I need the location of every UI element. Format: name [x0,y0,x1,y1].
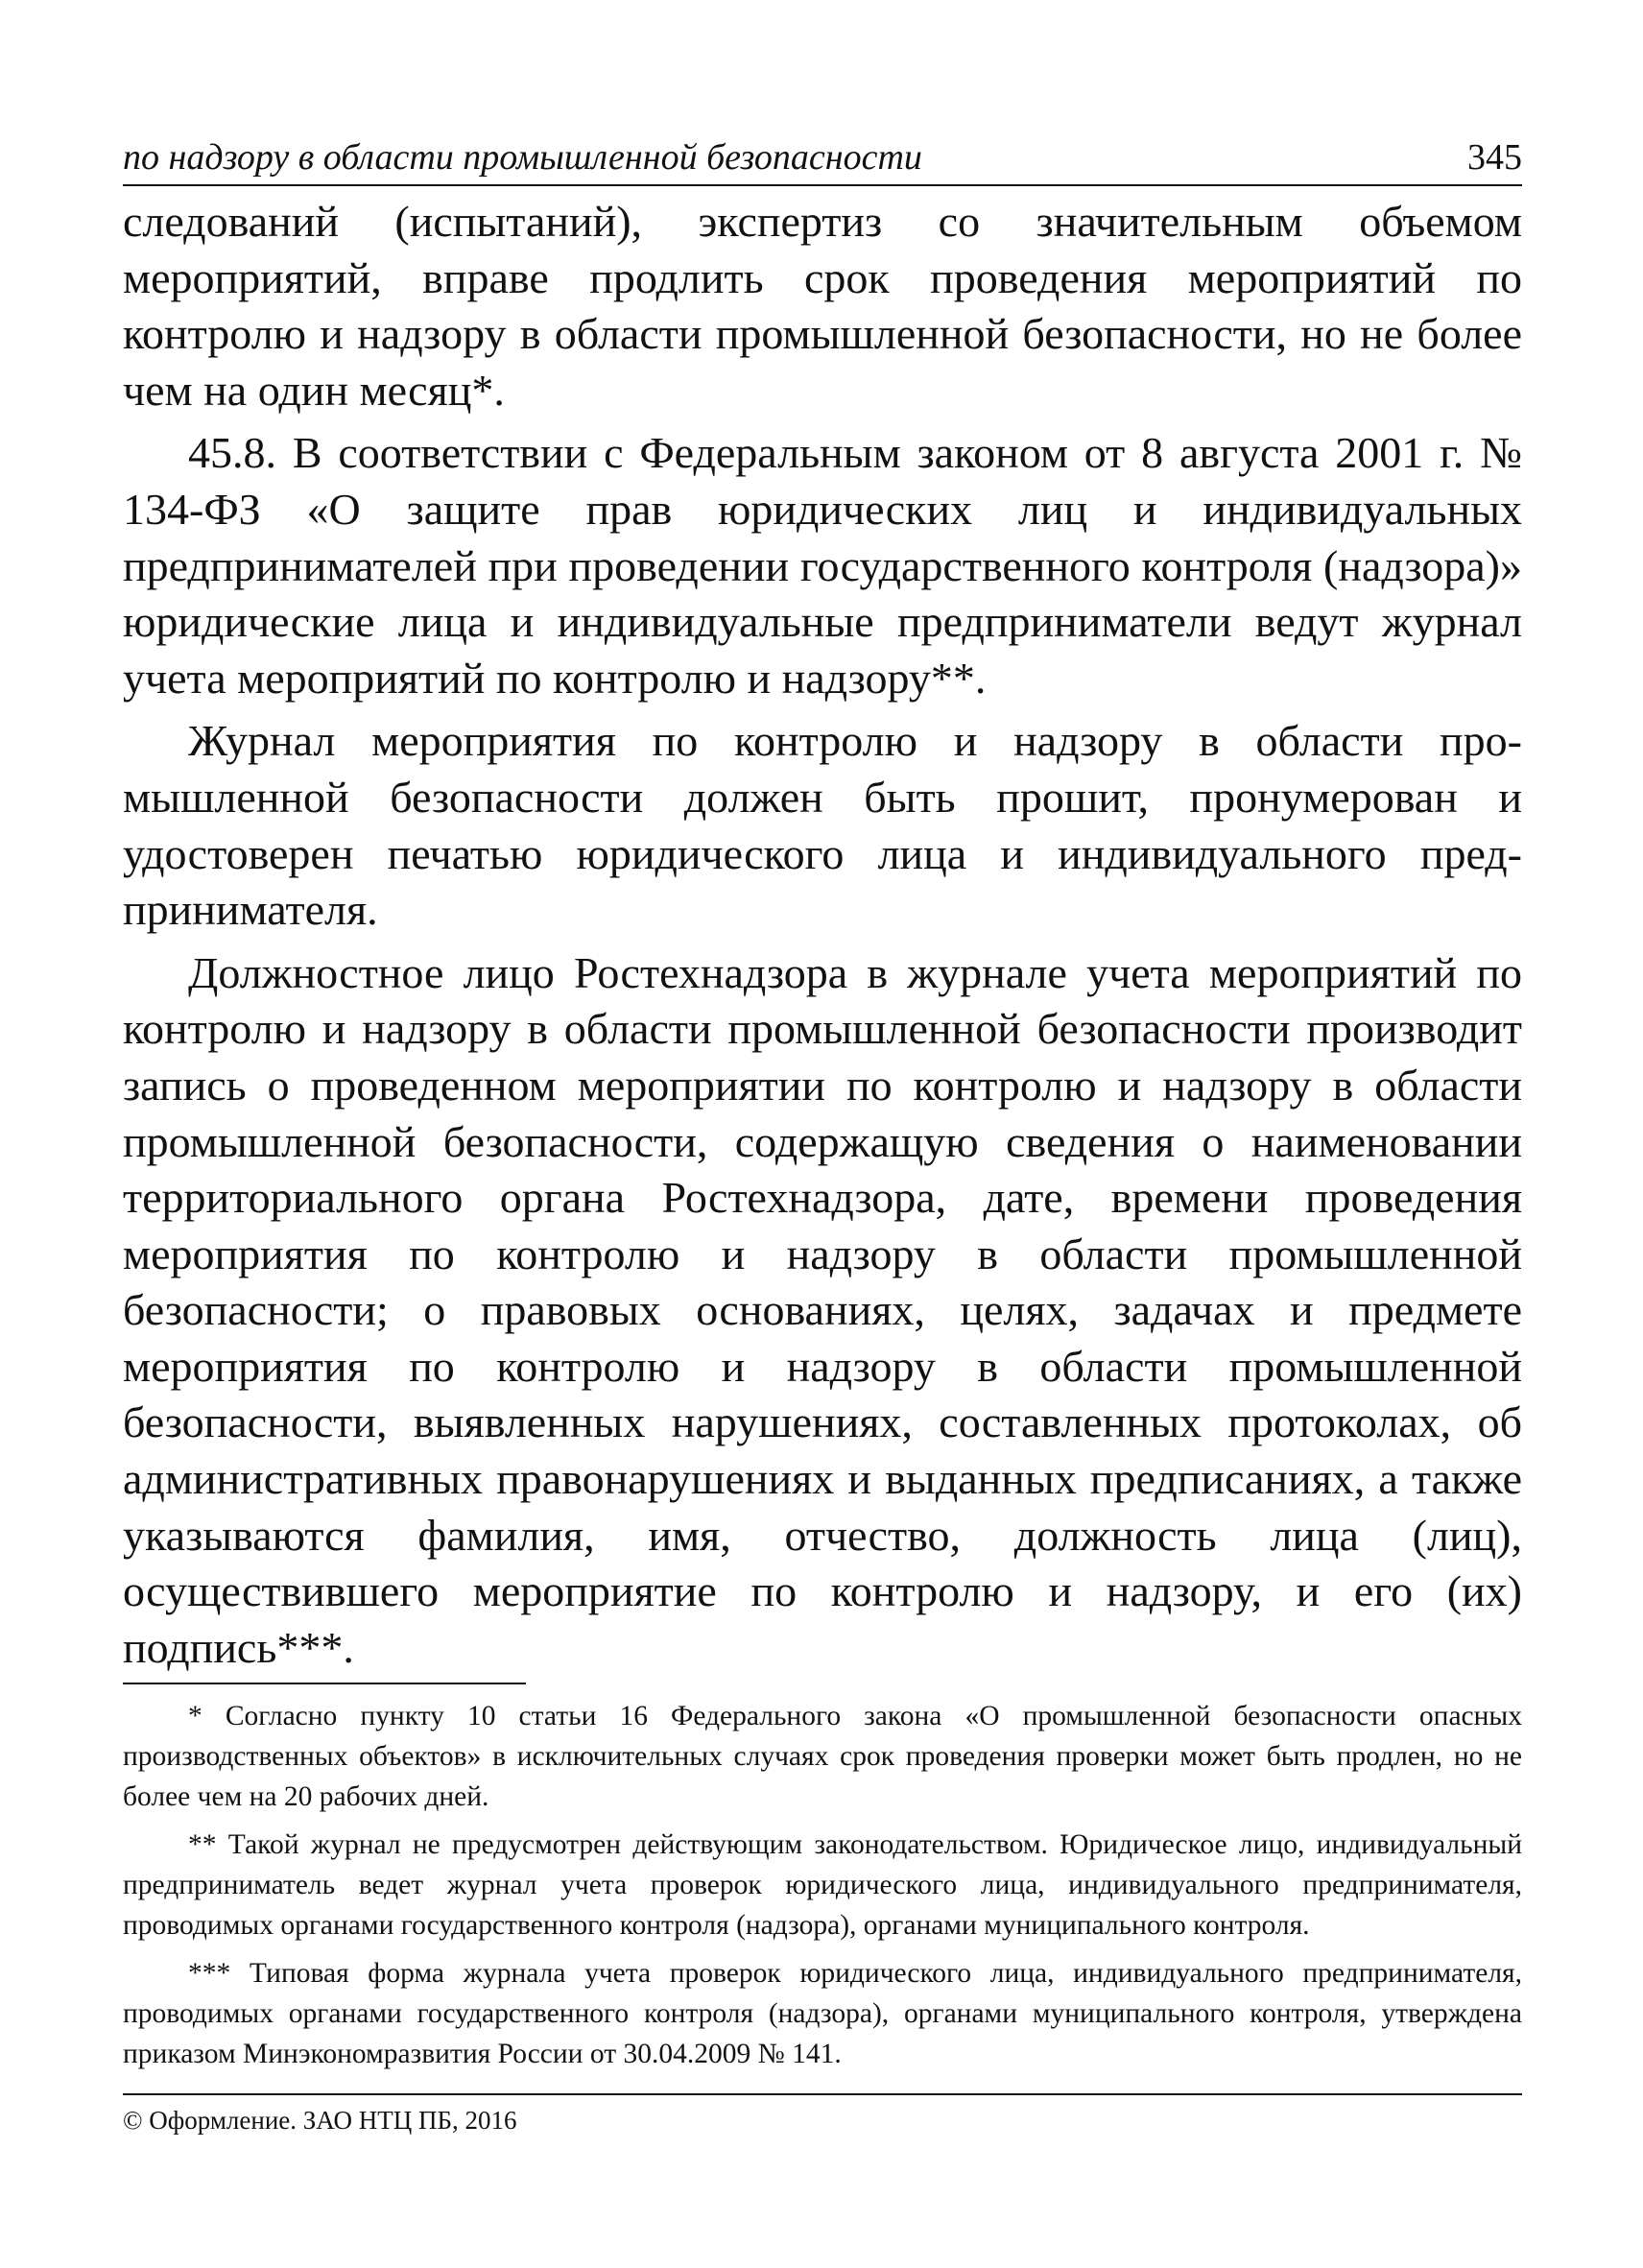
footnote-1: * Согласно пункту 10 статьи 16 Федерального закона «О промышленной безопасности опасных производственных объектов» в исключительных случаях срок проведения проверки может быть продлен, но не более чем на 20 рабочих дней. [123,1701,1522,1813]
paragraph-official-record: Должностное лицо Ростехнадзора в журнале учета мероприятий по контролю и надзору в области промышленной безопасности производит запись о проведенном мероприятии по контролю и надзору в области промышленной безопасности, содержащую сведения о наименовании территориального органа Ростехнадзора, дате, времени проведения мероприятия по контролю и надзору в области промышленной безопасности; о правовых основаниях, целях, задачах и предмете мероприятия по контролю и надзору в области промышленной безопасности, выявленных нарушениях, составленных протоколах, об административных правонарушениях и выданных предписаниях, а также указываются фамилия, имя, отчество, должность лица (лиц), осуществившего мероприятие по контролю и надзору, и его (их) подпись***. [123,947,1522,1672]
footnote-2: ** Такой журнал не предусмотрен действующим законодательством. Юридическое лицо, индивидуальный предприниматель ведет журнал учета проверок юридического лица, индивидуального предпринимателя, проводимых органами государственного контроля (надзора), органами муниципального контроля. [123,1829,1522,1942]
page-number: 345 [1467,137,1522,178]
copyright-divider [123,2093,1522,2095]
main-text [123,194,1522,1676]
copyright-notice: © Оформление. ЗАО НТЦ ПБ, 2016 [123,2106,517,2136]
paragraph-45-8: 45.8. В соответствии с Федеральным законом от 8 августа 2001 г. № 134-ФЗ «О защите прав юридических лиц и индивидуальных предпринимателей при проведении государственного контроля (надзора)» юридические лица и индивидуальные предприниматели ведут журнал учета мероприятий по контролю и надзору**. [123,428,1522,703]
paragraph-continuation: следований (испытаний), экспертиз со значительным объемом мероприятий, вправе продлить срок проведения мероприятий по контролю и надзору в области промышленной безопасности, но не более чем на один месяц*. [123,197,1522,415]
running-title: по надзору в области промышленной безопасности [123,137,922,178]
paragraph-journal: Журнал мероприятия по контролю и надзору в области промышленной безопасности должен быть прошит, пронумерован и удостоверен печатью юридического лица и индивидуального предпринимателя. [123,716,1522,935]
footnote-divider [123,1683,526,1684]
footnotes [123,1696,1522,2074]
book-page [123,132,1522,2139]
running-header [123,132,1522,186]
footnote-3: *** Типовая форма журнала учета проверок юридического лица, индивидуального предпринимателя, проводимых органами государственного контроля (надзора), органами муниципального контроля, утверждена приказом Минэкономразвития России от 30.04.2009 № 141. [123,1958,1522,2070]
